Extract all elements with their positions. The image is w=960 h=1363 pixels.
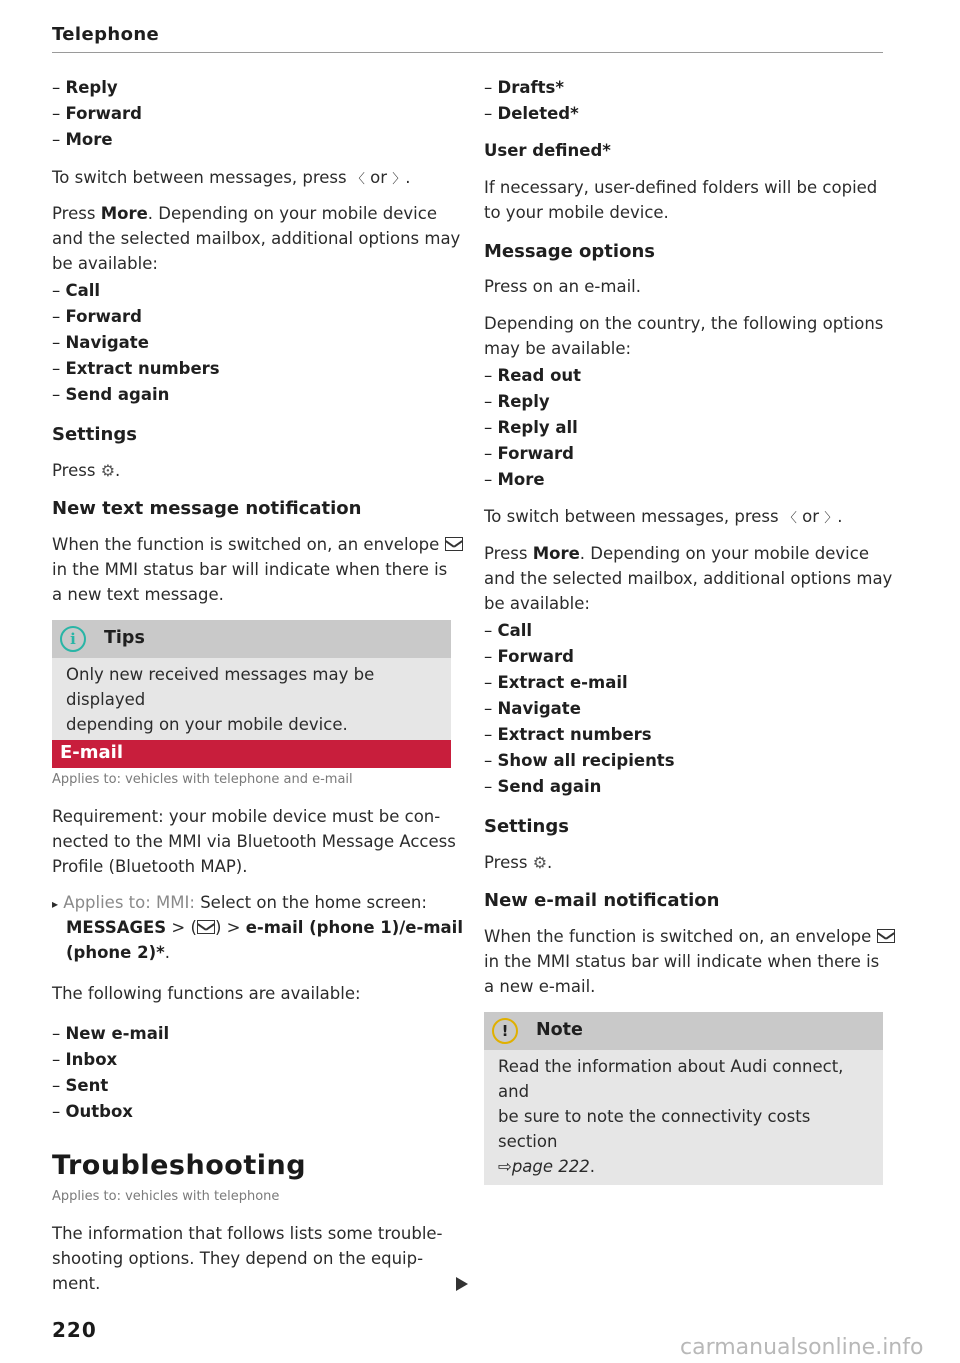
note-text: ⇨page 222. <box>498 1157 596 1176</box>
arrow-right-icon: ⇨ <box>498 1157 512 1176</box>
list-item: – Outbox <box>52 1102 133 1121</box>
paragraph: in the MMI status bar will indicate when there is <box>52 560 448 579</box>
paragraph: nected to the MMI via Bluetooth Message Access <box>52 832 456 851</box>
paragraph: Press ⚙. <box>484 853 553 872</box>
envelope-icon <box>445 537 463 551</box>
paragraph: Profile (Bluetooth MAP). <box>52 857 248 876</box>
chapter-heading: Troubleshooting <box>52 1150 307 1181</box>
paragraph: in the MMI status bar will indicate when there is <box>484 952 880 971</box>
paragraph: When the function is switched on, an envelope <box>484 924 895 949</box>
paragraph: Requirement: your mobile device must be con- <box>52 807 441 826</box>
paragraph: ment. <box>52 1274 101 1293</box>
paragraph: a new text message. <box>52 585 224 604</box>
list-item: – Sent <box>52 1076 109 1095</box>
list-item: – More <box>484 470 545 489</box>
chevron-right-icon: 〉 <box>824 511 838 526</box>
paragraph: The following functions are available: <box>52 984 361 1003</box>
tips-text: Only new received messages may be displayed <box>66 665 375 709</box>
switch-instruction: To switch between messages, press 〈 or 〉. <box>52 168 411 187</box>
list-item: – Call <box>52 281 101 300</box>
list-item: – Forward <box>484 444 574 463</box>
list-item: – Call <box>484 621 533 640</box>
paragraph: Depending on the country, the following options <box>484 314 884 333</box>
list-item: – Extract numbers <box>52 359 220 378</box>
subheading: User defined* <box>484 141 611 160</box>
list-item: – Forward <box>52 104 142 123</box>
tips-text: depending on your mobile device. <box>66 715 348 734</box>
exclamation-icon: ! <box>492 1018 518 1044</box>
watermark: carmanualsonline.info <box>680 1335 924 1360</box>
switch-instruction: To switch between messages, press 〈 or 〉. <box>484 507 843 526</box>
note-body <box>484 1050 883 1185</box>
chevron-left-icon: 〈 <box>783 511 797 526</box>
paragraph: Press More. Depending on your mobile device <box>484 544 869 563</box>
section-heading: Settings <box>484 816 569 837</box>
list-item: – Forward <box>484 647 574 666</box>
section-heading: New e-mail notification <box>484 890 720 911</box>
step-line: MESSAGES > ( ) > e-mail (phone 1)/e-mail <box>66 918 463 937</box>
paragraph: Press More. Depending on your mobile device <box>52 204 437 223</box>
list-item: – Send again <box>52 385 170 404</box>
note-text: be sure to note the connectivity costs section <box>498 1107 811 1151</box>
paragraph: be available: <box>52 254 158 273</box>
paragraph: shooting options. They depend on the equip- <box>52 1249 424 1268</box>
list-item: – Read out <box>484 366 582 385</box>
tips-title: Tips <box>104 628 145 648</box>
list-item: – Navigate <box>52 333 149 352</box>
list-item: – Send again <box>484 777 602 796</box>
note-text: Read the information about Audi connect, and <box>498 1057 844 1101</box>
list-item: – Deleted* <box>484 104 579 123</box>
list-item: – Reply <box>52 78 118 97</box>
paragraph: and the selected mailbox, additional options may <box>52 229 461 248</box>
info-icon: i <box>60 626 86 652</box>
list-item: – Inbox <box>52 1050 118 1069</box>
tips-box <box>52 620 451 743</box>
list-item: – Reply all <box>484 418 578 437</box>
note-box <box>484 1012 883 1185</box>
note-title: Note <box>536 1020 583 1040</box>
paragraph: and the selected mailbox, additional options may <box>484 569 893 588</box>
page-header <box>52 22 883 53</box>
paragraph: a new e-mail. <box>484 977 596 996</box>
section-heading: Message options <box>484 241 655 262</box>
list-item: – Reply <box>484 392 550 411</box>
step-marker-icon: ▸ <box>52 897 59 911</box>
list-item: – Extract numbers <box>484 725 652 744</box>
chevron-right-icon: 〉 <box>392 172 406 187</box>
section-heading: New text message notification <box>52 498 362 519</box>
list-item: – Show all recipients <box>484 751 675 770</box>
paragraph: If necessary, user-defined folders will be copied <box>484 178 878 197</box>
list-item: – Navigate <box>484 699 581 718</box>
gear-icon: ⚙ <box>100 461 116 480</box>
header-title: Telephone <box>52 24 160 45</box>
paragraph: may be available: <box>484 339 632 358</box>
applies-to: Applies to: vehicles with telephone and e-mail <box>52 772 353 787</box>
paragraph: When the function is switched on, an envelope <box>52 532 463 557</box>
chevron-left-icon: 〈 <box>351 172 365 187</box>
continue-arrow-icon <box>456 1277 468 1291</box>
message-icon <box>197 920 215 934</box>
tips-body <box>52 658 451 743</box>
list-item: – Forward <box>52 307 142 326</box>
list-item: – New e-mail <box>52 1024 170 1043</box>
envelope-icon <box>877 929 895 943</box>
tips-bar <box>52 620 451 658</box>
list-item: – Drafts* <box>484 78 564 97</box>
note-bar <box>484 1012 883 1050</box>
page-reference-link[interactable]: page 222 <box>511 1157 590 1176</box>
page-number: 220 <box>52 1318 97 1342</box>
list-item: – Extract e-mail <box>484 673 628 692</box>
paragraph: Press ⚙. <box>52 461 121 480</box>
step-line: ▸ Applies to: MMI: Select on the home screen: <box>52 893 427 912</box>
applies-to: Applies to: vehicles with telephone <box>52 1189 280 1204</box>
section-title-bar <box>52 740 451 768</box>
gear-icon: ⚙ <box>532 853 548 872</box>
section-heading: Settings <box>52 424 137 445</box>
paragraph: be available: <box>484 594 590 613</box>
paragraph: Press on an e-mail. <box>484 277 641 296</box>
paragraph: The information that follows lists some trouble- <box>52 1224 443 1243</box>
section-title: E-mail <box>60 742 124 763</box>
list-item: – More <box>52 130 113 149</box>
step-line: (phone 2)*. <box>66 943 171 962</box>
paragraph: to your mobile device. <box>484 203 669 222</box>
